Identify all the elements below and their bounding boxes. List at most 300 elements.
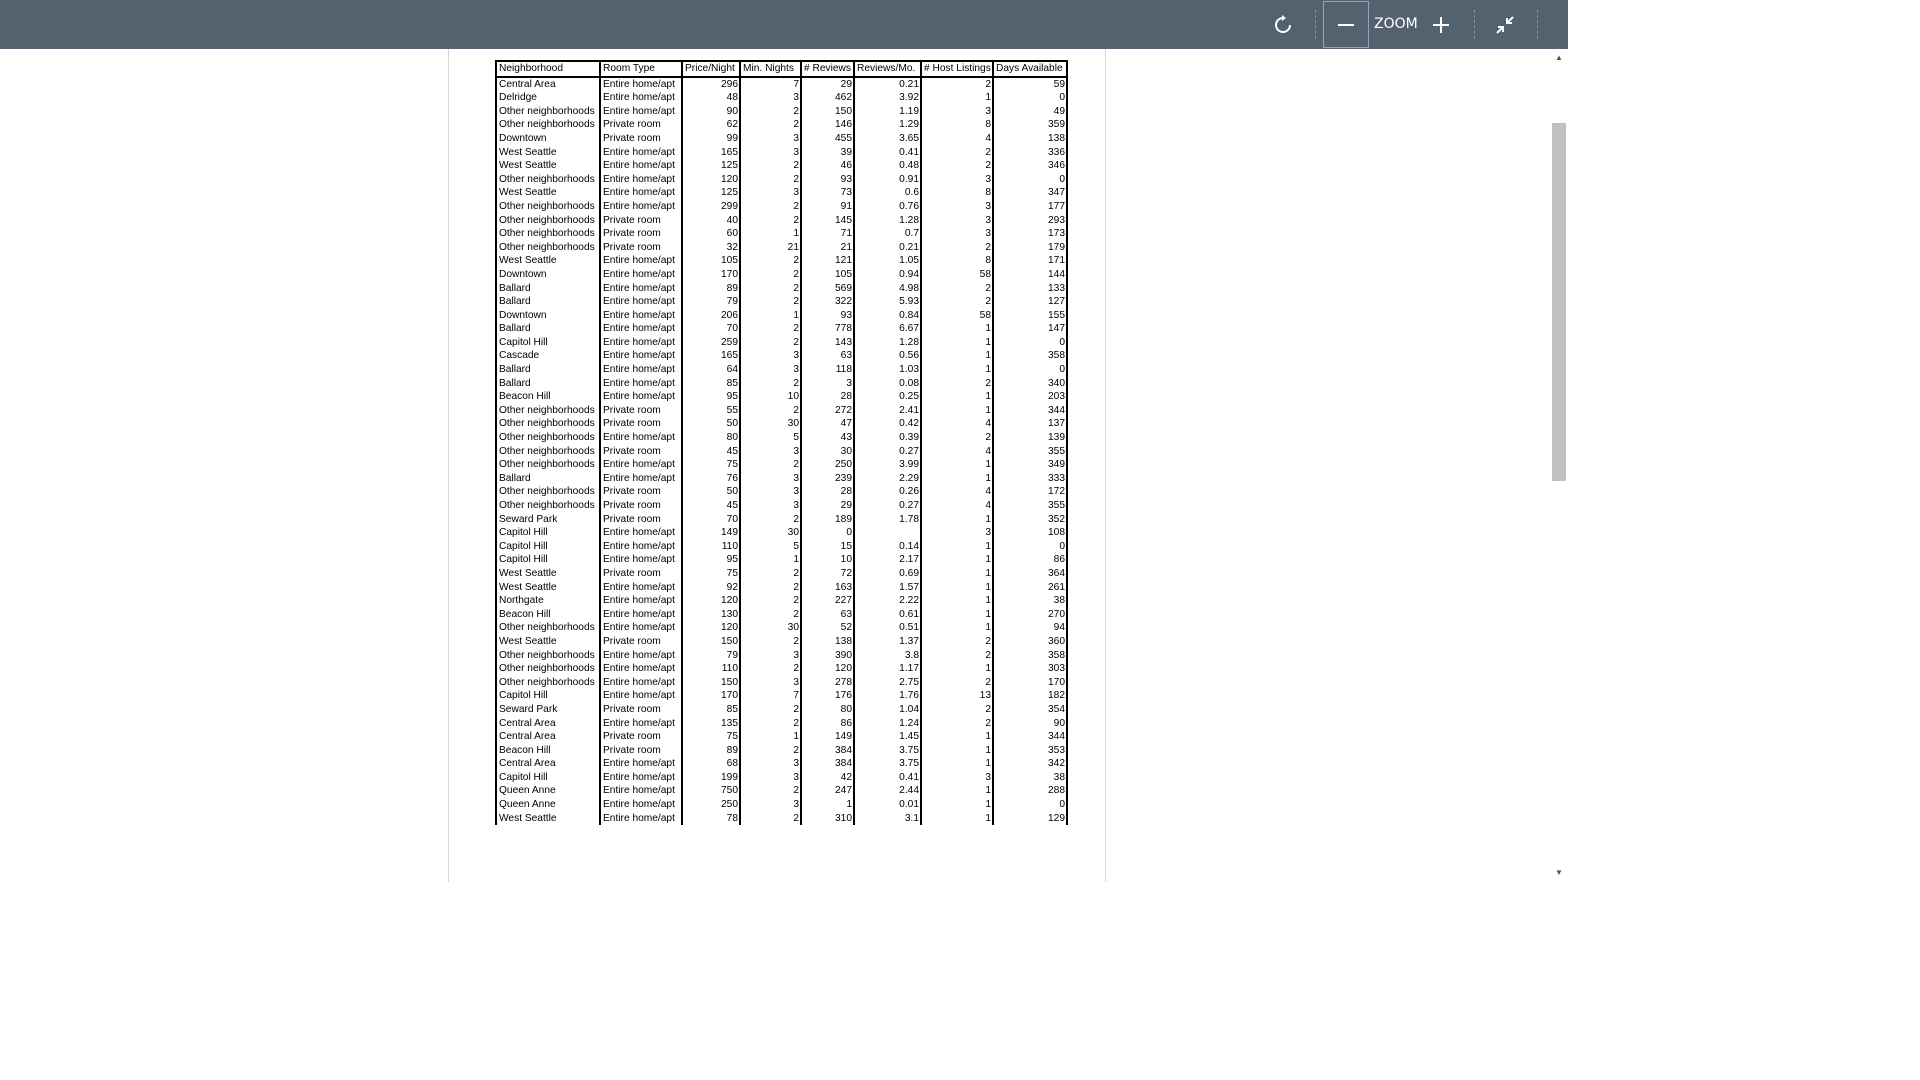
table-cell: 150 [682, 676, 740, 690]
table-cell: Central Area [496, 77, 600, 92]
table-cell: 2 [921, 717, 993, 731]
table-row [496, 540, 1067, 554]
table-row [496, 91, 1067, 105]
table-cell: 1.28 [854, 214, 921, 228]
table-cell: 344 [993, 404, 1067, 418]
table-cell: 1.45 [854, 730, 921, 744]
table-cell: 0.91 [854, 173, 921, 187]
table-cell: 32 [682, 241, 740, 255]
table-cell: 2 [740, 581, 801, 595]
table-cell: 2 [740, 404, 801, 418]
header-cell: # Host Listings [921, 61, 993, 77]
table-cell: 80 [801, 703, 854, 717]
header-cell: # Reviews [801, 61, 854, 77]
table-cell: 1 [921, 349, 993, 363]
table-cell: Cascade [496, 349, 600, 363]
table-cell: 384 [801, 757, 854, 771]
table-cell: 163 [801, 581, 854, 595]
zoom-out-button[interactable] [1323, 1, 1369, 48]
toolbar-separator [1315, 10, 1316, 39]
table-cell: 93 [801, 309, 854, 323]
table-row [496, 336, 1067, 350]
table-cell: 2 [740, 717, 801, 731]
table-row [496, 282, 1067, 296]
table-cell: 49 [993, 105, 1067, 119]
table-cell: 177 [993, 200, 1067, 214]
table-cell: 48 [682, 91, 740, 105]
table-cell: 2 [740, 336, 801, 350]
table-cell: 310 [801, 812, 854, 826]
table-cell: 0.41 [854, 771, 921, 785]
table-cell: 299 [682, 200, 740, 214]
table-cell: Other neighborhoods [496, 200, 600, 214]
table-cell: 130 [682, 608, 740, 622]
table-cell: 138 [993, 132, 1067, 146]
table-cell: 2.41 [854, 404, 921, 418]
table-cell: 3 [921, 227, 993, 241]
table-cell: 2 [740, 635, 801, 649]
table-cell: 1.24 [854, 717, 921, 731]
table-cell: 5 [740, 540, 801, 554]
table-cell: Private room [600, 227, 682, 241]
table-cell: 3 [740, 499, 801, 513]
table-cell: 359 [993, 118, 1067, 132]
table-cell: 45 [682, 499, 740, 513]
table-cell: Other neighborhoods [496, 445, 600, 459]
table-cell: Other neighborhoods [496, 227, 600, 241]
table-cell: 55 [682, 404, 740, 418]
table-cell: 4.98 [854, 282, 921, 296]
header-cell: Min. Nights [740, 61, 801, 77]
table-cell: 0.21 [854, 77, 921, 92]
table-cell: 2.22 [854, 594, 921, 608]
scroll-thumb[interactable] [1552, 123, 1566, 481]
table-cell: 353 [993, 744, 1067, 758]
viewer-toolbar [0, 0, 1568, 49]
table-cell: Private room [600, 730, 682, 744]
table-cell: 272 [801, 404, 854, 418]
table-cell: Private room [600, 132, 682, 146]
table-cell: 1 [921, 363, 993, 377]
table-cell: 261 [993, 581, 1067, 595]
table-cell: Private room [600, 703, 682, 717]
table-cell: Entire home/apt [600, 91, 682, 105]
table-cell: 390 [801, 649, 854, 663]
table-cell: 344 [993, 730, 1067, 744]
table-cell: 149 [682, 526, 740, 540]
table-cell: Entire home/apt [600, 689, 682, 703]
toolbar-separator [1474, 10, 1475, 39]
table-cell: 91 [801, 200, 854, 214]
table-cell: West Seattle [496, 186, 600, 200]
table-cell: Entire home/apt [600, 390, 682, 404]
table-cell: 29 [801, 499, 854, 513]
table-cell: Entire home/apt [600, 322, 682, 336]
table-cell: 21 [740, 241, 801, 255]
collapse-icon [1495, 15, 1515, 35]
table-cell: 110 [682, 540, 740, 554]
table-cell: Entire home/apt [600, 336, 682, 350]
table-cell: 0.56 [854, 349, 921, 363]
table-cell: Capitol Hill [496, 771, 600, 785]
table-cell: 3 [740, 472, 801, 486]
header-cell: Room Type [600, 61, 682, 77]
table-cell: 10 [740, 390, 801, 404]
table-cell: 247 [801, 784, 854, 798]
table-cell: 346 [993, 159, 1067, 173]
table-cell: 120 [682, 621, 740, 635]
table-cell: 0.69 [854, 567, 921, 581]
table-row [496, 241, 1067, 255]
table-cell: 3 [921, 526, 993, 540]
table-cell: 2 [740, 254, 801, 268]
table-cell: Entire home/apt [600, 349, 682, 363]
table-cell: 89 [682, 744, 740, 758]
table-cell: Other neighborhoods [496, 118, 600, 132]
table-cell: Other neighborhoods [496, 499, 600, 513]
table-cell: 2.17 [854, 553, 921, 567]
table-cell: 4 [921, 417, 993, 431]
table-cell: 3 [740, 485, 801, 499]
table-cell: 2 [740, 105, 801, 119]
table-cell: 2 [740, 608, 801, 622]
table-cell: 1.04 [854, 703, 921, 717]
table-cell: Entire home/apt [600, 282, 682, 296]
table-cell: 125 [682, 186, 740, 200]
vertical-scrollbar[interactable] [1550, 49, 1568, 882]
table-cell: 3.75 [854, 744, 921, 758]
table-cell: Other neighborhoods [496, 662, 600, 676]
table-row [496, 200, 1067, 214]
table-cell: Entire home/apt [600, 431, 682, 445]
table-row [496, 513, 1067, 527]
table-cell: Entire home/apt [600, 186, 682, 200]
table-cell: Entire home/apt [600, 798, 682, 812]
table-row [496, 744, 1067, 758]
table-cell: 322 [801, 295, 854, 309]
table-cell: 45 [682, 445, 740, 459]
table-row [496, 214, 1067, 228]
table-cell: 135 [682, 717, 740, 731]
table-cell: Ballard [496, 282, 600, 296]
table-cell: Central Area [496, 730, 600, 744]
table-cell: 4 [921, 485, 993, 499]
table-cell: 147 [993, 322, 1067, 336]
table-cell: Entire home/apt [600, 363, 682, 377]
table-cell: Entire home/apt [600, 757, 682, 771]
table-cell: 455 [801, 132, 854, 146]
table-cell: 355 [993, 499, 1067, 513]
table-cell: 1 [921, 472, 993, 486]
table-cell: 3 [740, 91, 801, 105]
table-cell: 89 [682, 282, 740, 296]
table-row [496, 268, 1067, 282]
table-cell: Entire home/apt [600, 458, 682, 472]
table-cell: 0.21 [854, 241, 921, 255]
table-cell: 1 [921, 513, 993, 527]
table-cell: 3 [740, 349, 801, 363]
table-cell: Central Area [496, 757, 600, 771]
table-cell: 2 [740, 118, 801, 132]
table-cell: 139 [993, 431, 1067, 445]
table-cell: 0.08 [854, 377, 921, 391]
table-cell: 108 [993, 526, 1067, 540]
table-cell: Entire home/apt [600, 377, 682, 391]
table-cell: 0.7 [854, 227, 921, 241]
table-cell: Entire home/apt [600, 621, 682, 635]
table-cell: 3 [740, 186, 801, 200]
table-cell: 3.99 [854, 458, 921, 472]
table-cell: 1.57 [854, 581, 921, 595]
table-cell: 0 [801, 526, 854, 540]
table-cell: 3 [921, 214, 993, 228]
table-row [496, 594, 1067, 608]
table-cell: 93 [801, 173, 854, 187]
table-cell: 13 [921, 689, 993, 703]
table-cell: 2 [921, 431, 993, 445]
table-row [496, 132, 1067, 146]
table-cell: Entire home/apt [600, 594, 682, 608]
table-cell: 150 [801, 105, 854, 119]
table-cell: 0.14 [854, 540, 921, 554]
table-cell: Entire home/apt [600, 717, 682, 731]
table-cell: 259 [682, 336, 740, 350]
table-cell: 3 [740, 146, 801, 160]
table-cell: 352 [993, 513, 1067, 527]
table-cell: Other neighborhoods [496, 417, 600, 431]
table-cell: 120 [682, 173, 740, 187]
table-cell: Other neighborhoods [496, 404, 600, 418]
table-cell: 347 [993, 186, 1067, 200]
table-row [496, 377, 1067, 391]
table-row [496, 689, 1067, 703]
table-cell: 3.1 [854, 812, 921, 826]
table-cell: 94 [993, 621, 1067, 635]
table-cell: 50 [682, 417, 740, 431]
table-row [496, 499, 1067, 513]
table-cell: 1 [801, 798, 854, 812]
table-cell: 165 [682, 349, 740, 363]
table-cell: Entire home/apt [600, 159, 682, 173]
table-cell: 58 [921, 268, 993, 282]
table-cell: 1 [921, 540, 993, 554]
table-cell: 1 [921, 458, 993, 472]
table-cell: 63 [801, 608, 854, 622]
table-cell: Entire home/apt [600, 309, 682, 323]
table-cell: 1 [921, 553, 993, 567]
table-cell: 7 [740, 689, 801, 703]
table-cell: 358 [993, 349, 1067, 363]
table-cell: 250 [801, 458, 854, 472]
table-cell: 38 [993, 771, 1067, 785]
table-cell: Private room [600, 485, 682, 499]
scroll-down-icon[interactable]: ▼ [1555, 868, 1563, 877]
table-row [496, 431, 1067, 445]
table-cell: 95 [682, 390, 740, 404]
table-cell: 58 [921, 309, 993, 323]
table-cell: 4 [921, 132, 993, 146]
table-cell: 170 [682, 268, 740, 282]
table-cell: 2 [921, 676, 993, 690]
table-cell: 105 [801, 268, 854, 282]
table-cell: 462 [801, 91, 854, 105]
table-row [496, 798, 1067, 812]
table-cell: Entire home/apt [600, 608, 682, 622]
table-row [496, 254, 1067, 268]
table-cell: 170 [682, 689, 740, 703]
table-cell: 0 [993, 363, 1067, 377]
table-cell: 278 [801, 676, 854, 690]
table-cell: 6.67 [854, 322, 921, 336]
table-cell: Private room [600, 214, 682, 228]
table-cell: Entire home/apt [600, 649, 682, 663]
table-cell: 1.05 [854, 254, 921, 268]
table-cell: 110 [682, 662, 740, 676]
table-cell: Entire home/apt [600, 295, 682, 309]
table-cell: 145 [801, 214, 854, 228]
table-cell: 137 [993, 417, 1067, 431]
table-cell: 384 [801, 744, 854, 758]
table-row [496, 309, 1067, 323]
table-cell: 8 [921, 186, 993, 200]
table-cell: 165 [682, 146, 740, 160]
table-cell: 5.93 [854, 295, 921, 309]
table-cell: 2 [740, 458, 801, 472]
table-cell: 3 [740, 798, 801, 812]
table-cell: 1 [740, 227, 801, 241]
reset-button[interactable] [1266, 0, 1300, 49]
table-cell: Entire home/apt [600, 553, 682, 567]
table-cell: 0.84 [854, 309, 921, 323]
table-cell: 1 [921, 757, 993, 771]
table-cell: 2 [740, 200, 801, 214]
table-cell: 43 [801, 431, 854, 445]
table-cell: 2 [921, 635, 993, 649]
zoom-label: ZOOM [1374, 16, 1418, 32]
table-cell: Seward Park [496, 703, 600, 717]
table-cell: Entire home/apt [600, 200, 682, 214]
table-cell: 90 [682, 105, 740, 119]
table-cell: 172 [993, 485, 1067, 499]
table-cell: 39 [801, 146, 854, 160]
table-cell: 75 [682, 730, 740, 744]
header-cell: Days Available [993, 61, 1067, 77]
table-cell: Capitol Hill [496, 540, 600, 554]
table-cell: Private room [600, 404, 682, 418]
table-cell: 85 [682, 703, 740, 717]
table-cell: 68 [682, 757, 740, 771]
table-cell: Beacon Hill [496, 608, 600, 622]
table-cell: 2 [740, 173, 801, 187]
table-cell: 2 [740, 784, 801, 798]
table-cell: Other neighborhoods [496, 676, 600, 690]
table-cell: Private room [600, 567, 682, 581]
table-cell: Entire home/apt [600, 581, 682, 595]
table-cell: 2.44 [854, 784, 921, 798]
table-cell: 0.94 [854, 268, 921, 282]
table-cell: 0.25 [854, 390, 921, 404]
table-row [496, 173, 1067, 187]
table-cell: 99 [682, 132, 740, 146]
table-row [496, 676, 1067, 690]
table-cell: 2 [740, 812, 801, 826]
table-cell: 179 [993, 241, 1067, 255]
table-cell: West Seattle [496, 159, 600, 173]
table-cell: 3 [801, 377, 854, 391]
table-cell: 0.39 [854, 431, 921, 445]
table-cell: 80 [682, 431, 740, 445]
table-cell: 170 [993, 676, 1067, 690]
table-cell: West Seattle [496, 635, 600, 649]
table-cell: 90 [993, 717, 1067, 731]
table-cell: 3 [740, 757, 801, 771]
table-cell: 2 [740, 513, 801, 527]
zoom-in-button[interactable] [1426, 0, 1456, 49]
table-row [496, 227, 1067, 241]
table-cell: 227 [801, 594, 854, 608]
table-row [496, 417, 1067, 431]
table-row [496, 186, 1067, 200]
exit-fullscreen-button[interactable] [1490, 0, 1520, 49]
table-row [496, 635, 1067, 649]
header-cell: Price/Night [682, 61, 740, 77]
table-cell: 1.76 [854, 689, 921, 703]
scroll-up-icon[interactable]: ▲ [1555, 53, 1563, 62]
table-cell: 2 [921, 377, 993, 391]
table-cell: 1.03 [854, 363, 921, 377]
table-cell: 64 [682, 363, 740, 377]
table-cell: 3 [921, 173, 993, 187]
table-cell [854, 526, 921, 540]
table-cell: 28 [801, 485, 854, 499]
table-cell: 70 [682, 513, 740, 527]
minus-icon [1338, 17, 1354, 33]
table-cell: 3 [921, 771, 993, 785]
table-cell: 288 [993, 784, 1067, 798]
table-row [496, 730, 1067, 744]
table-cell: 336 [993, 146, 1067, 160]
table-cell: West Seattle [496, 581, 600, 595]
table-cell: Entire home/apt [600, 526, 682, 540]
table-cell: Ballard [496, 322, 600, 336]
plus-icon [1433, 17, 1449, 33]
table-cell: 171 [993, 254, 1067, 268]
table-cell: 121 [801, 254, 854, 268]
header-cell: Neighborhood [496, 61, 600, 77]
table-cell: 60 [682, 227, 740, 241]
table-cell: West Seattle [496, 146, 600, 160]
table-cell: 125 [682, 159, 740, 173]
table-cell: Other neighborhoods [496, 458, 600, 472]
table-cell: Entire home/apt [600, 268, 682, 282]
table-cell: 59 [993, 77, 1067, 92]
table-cell: 52 [801, 621, 854, 635]
table-cell: 29 [801, 77, 854, 92]
table-cell: Capitol Hill [496, 553, 600, 567]
table-row [496, 581, 1067, 595]
table-cell: 95 [682, 553, 740, 567]
table-cell: 2 [740, 567, 801, 581]
table-cell: 358 [993, 649, 1067, 663]
table-cell: 149 [801, 730, 854, 744]
table-cell: Entire home/apt [600, 254, 682, 268]
table-cell: 364 [993, 567, 1067, 581]
table-row [496, 363, 1067, 377]
table-cell: Other neighborhoods [496, 621, 600, 635]
table-cell: Queen Anne [496, 798, 600, 812]
table-cell: 4 [921, 499, 993, 513]
table-cell: 2 [921, 295, 993, 309]
